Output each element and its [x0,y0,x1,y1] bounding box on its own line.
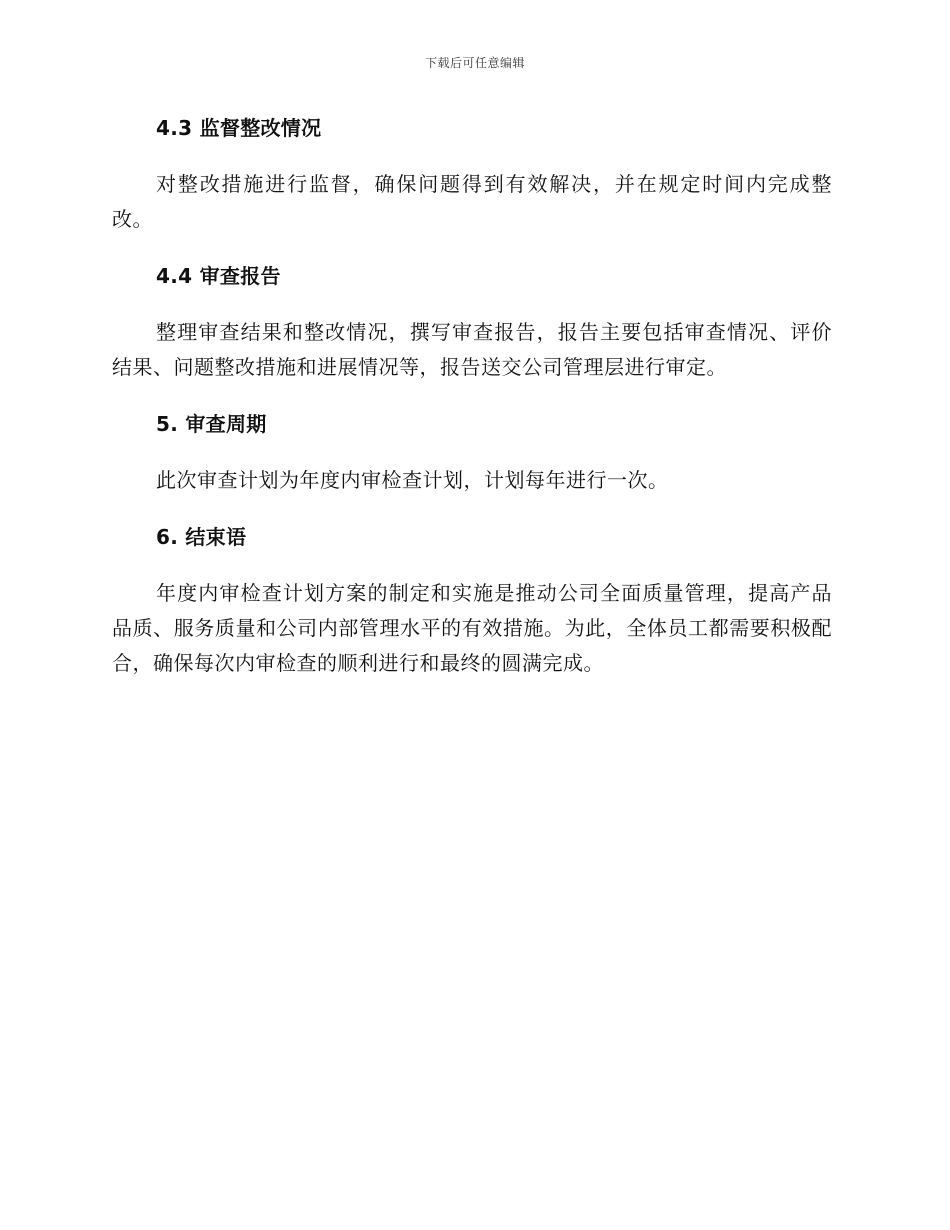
header-note: 下载后可任意编辑 [424,56,525,70]
section-paragraph-6: 年度内审检查计划方案的制定和实施是推动公司全面质量管理，提高产品品质、服务质量和公司内部管理水平的有效措施。为此，全体员工都需要积极配合，确保每次内审检查的顺利进行和最终的圆满完成。 [112,581,832,675]
section-heading-6: 6. 结束语 [156,525,247,549]
section-heading-4-3: 4.3 监督整改情况 [156,116,322,140]
section-paragraph-4-4: 整理审查结果和整改情况，撰写审查报告，报告主要包括审查情况、评价结果、问题整改措施和进展情况等，报告送交公司管理层进行审定。 [112,320,832,379]
section-heading-4-4: 4.4 审查报告 [156,264,281,288]
section-paragraph-4-3: 对整改措施进行监督，确保问题得到有效解决，并在规定时间内完成整改。 [112,172,832,231]
section-paragraph-5: 此次审查计划为年度内审检查计划，计划每年进行一次。 [156,468,669,492]
document-body [112,112,832,681]
section-heading-5: 5. 审查周期 [156,412,267,436]
